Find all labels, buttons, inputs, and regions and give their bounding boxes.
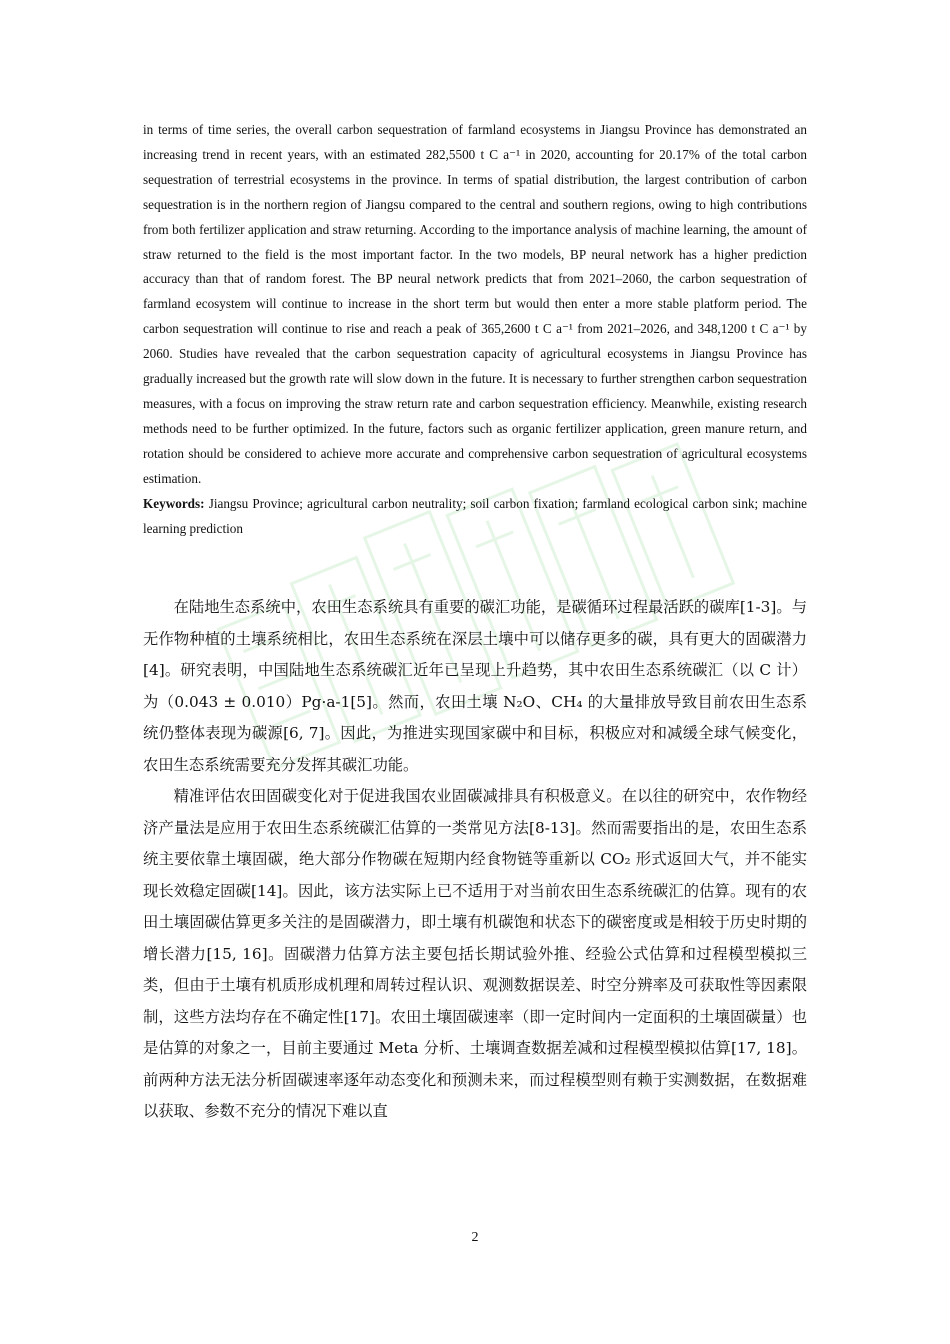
abstract-text: in terms of time series, the overall carbon sequestration of farmland ecosystems in Jiangsu Province has demonstrated an increasing trend in recent years, with an estimated 282,5500 t C a⁻¹ in 2020, accounting for 20.17% of the total carbon sequestration of terrestrial ecosystems in the province. In terms of spatial distribution, the largest contribution of carbon sequestration is in the northern region of Jiangsu compared to the central and southern regions, owing to high contributions from both fertilizer application and straw returning. According to the importance analysis of machine learning, the amount of straw returned to the field is the most important factor. In the two models, BP neural network has a higher prediction accuracy than that of random forest. The BP neural network predicts that from 2021–2060, the carbon sequestration of farmland ecosystem will continue to increase in the short term but would then enter a more stable platform period. The carbon sequestration will continue to rise and reach a peak of 365,2600 t C a⁻¹ from 2021–2026, and 348,1200 t C a⁻¹ by 2060. Studies have revealed that the carbon sequestration capacity of agricultural ecosystems in Jiangsu Province has gradually increased but the growth rate will slow down in the future. It is necessary to further strengthen carbon sequestration measures, with a focus on improving the straw return rate and carbon sequestration efficiency. Meanwhile, existing research methods need to be further optimized. In the future, factors such as organic fertilizer application, green manure return, and rotation should be considered to achieve more accurate and comprehensive carbon sequestration of agricultural ecosystems estimation. xyxy=(143,122,807,486)
main-body xyxy=(143,592,807,1128)
body-paragraph-2: 精准评估农田固碳变化对于促进我国农业固碳减排具有积极意义。在以往的研究中，农作物经济产量法是应用于农田生态系统碳汇估算的一类常见方法[8-13]。然而需要指出的是，农田生态系统主要依靠土壤固碳，绝大部分作物碳在短期内经食物链等重新以 CO₂ 形式返回大气，并不能实现长效稳定固碳[14]。因此，该方法实际上已不适用于对当前农田生态系统碳汇的估算。现有的农田土壤固碳估算更多关注的是固碳潜力，即土壤有机碳饱和状态下的碳密度或是相较于历史时期的增长潜力[15, 16]。固碳潜力估算方法主要包括长期试验外推、经验公式估算和过程模型模拟三类，但由于土壤有机质形成机理和周转过程认识、观测数据误差、时空分辨率及可获取性等因素限制，这些方法均存在不确定性[17]。农田土壤固碳速率（即一定时间内一定面积的土壤固碳量）也是估算的对象之一，目前主要通过 Meta 分析、土壤调查数据差减和过程模型模拟估算[17, 18]。前两种方法无法分析固碳速率逐年动态变化和预测未来，而过程模型则有赖于实测数据，在数据难以获取、参数不充分的情况下难以直 xyxy=(143,787,807,1120)
body-paragraph-1: 在陆地生态系统中，农田生态系统具有重要的碳汇功能，是碳循环过程最活跃的碳库[1-3]。与无作物种植的土壤系统相比，农田生态系统在深层土壤中可以储存更多的碳，具有更大的固碳潜力[4]。研究表明，中国陆地生态系统碳汇近年已呈现上升趋势，其中农田生态系统碳汇（以 C 计）为（0.043 ± 0.010）Pg·a-1[5]。然而，农田土壤 N₂O、CH₄ 的大量排放导致目前农田生态系统仍整体表现为碳源[6, 7]。因此，为推进实现国家碳中和目标，积极应对和减缓全球气候变化，农田生态系统需要充分发挥其碳汇功能。 xyxy=(143,598,807,774)
keywords-text: Jiangsu Province; agricultural carbon neutrality; soil carbon fixation; farmland ecological carbon sink; machine learning prediction xyxy=(143,495,807,536)
page-number: 2 xyxy=(471,1230,479,1245)
abstract-section xyxy=(143,118,807,541)
keywords-label: Keywords: xyxy=(143,495,205,511)
keywords-line xyxy=(143,492,807,542)
